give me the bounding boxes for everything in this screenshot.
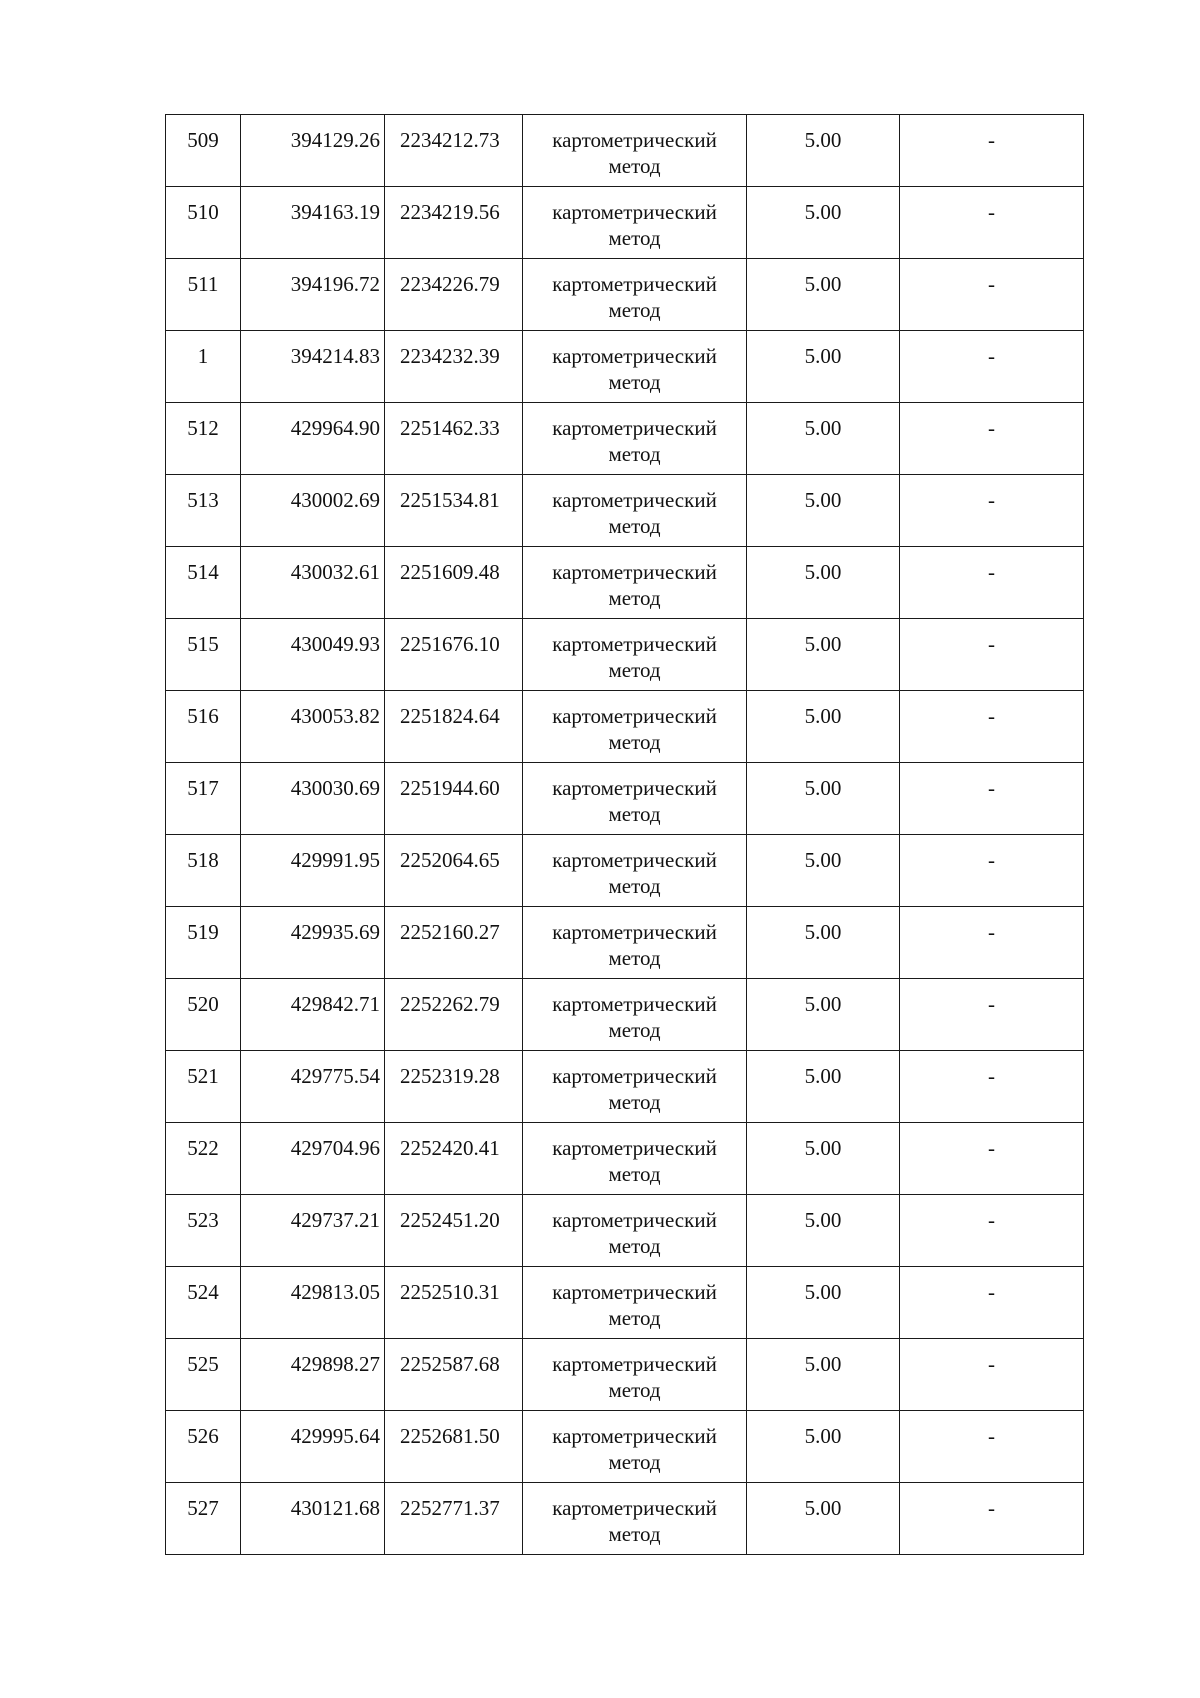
x-coordinate-cell: [241, 1267, 385, 1339]
method-line-1: картометрический: [552, 632, 717, 656]
x-coordinate-cell: [241, 187, 385, 259]
description-cell: [900, 1339, 1084, 1411]
accuracy-cell: [747, 115, 900, 187]
method-line-2: метод: [608, 1234, 661, 1258]
description-value: -: [988, 344, 995, 368]
accuracy-cell: [747, 331, 900, 403]
method-line-1: картометрический: [552, 992, 717, 1016]
y-coordinate-cell: [385, 619, 523, 691]
description-value: -: [988, 632, 995, 656]
y-coordinate-cell: [385, 331, 523, 403]
method-line-2: метод: [608, 1450, 661, 1474]
description-value: -: [988, 1136, 995, 1160]
description-value: -: [988, 560, 995, 584]
description-value: -: [988, 1496, 995, 1520]
method-line-2: метод: [608, 874, 661, 898]
description-value: -: [988, 200, 995, 224]
method-line-2: метод: [608, 1090, 661, 1114]
y-coordinate-cell: [385, 403, 523, 475]
accuracy-value: 5.00: [804, 704, 842, 728]
point-number-cell: [166, 1483, 241, 1555]
y-coordinate: 2252510.31: [400, 1280, 500, 1304]
description-cell: [900, 691, 1084, 763]
description-cell: [900, 259, 1084, 331]
accuracy-cell: [747, 763, 900, 835]
method-cell: [523, 763, 747, 835]
y-coordinate: 2251534.81: [400, 488, 500, 512]
accuracy-cell: [747, 1339, 900, 1411]
method-line-1: картометрический: [552, 344, 717, 368]
y-coordinate-cell: [385, 835, 523, 907]
method-cell: [523, 619, 747, 691]
accuracy-value: 5.00: [804, 992, 842, 1016]
point-number: 523: [187, 1208, 219, 1232]
table-row: [166, 259, 1084, 331]
description-cell: [900, 1411, 1084, 1483]
y-coordinate-cell: [385, 187, 523, 259]
accuracy-value: 5.00: [804, 1208, 842, 1232]
y-coordinate: 2251944.60: [400, 776, 500, 800]
accuracy-cell: [747, 1051, 900, 1123]
description-cell: [900, 115, 1084, 187]
description-value: -: [988, 272, 995, 296]
method-cell: [523, 691, 747, 763]
point-number: 521: [187, 1064, 219, 1088]
method-line-1: картометрический: [552, 1136, 717, 1160]
accuracy-value: 5.00: [804, 776, 842, 800]
method-line-1: картометрический: [552, 128, 717, 152]
x-coordinate: 394129.26: [290, 128, 380, 152]
y-coordinate-cell: [385, 547, 523, 619]
point-number-cell: [166, 403, 241, 475]
description-value: -: [988, 1424, 995, 1448]
table-row: [166, 1051, 1084, 1123]
method-cell: [523, 979, 747, 1051]
y-coordinate-cell: [385, 475, 523, 547]
y-coordinate: 2234226.79: [400, 272, 500, 296]
method-cell: [523, 1339, 747, 1411]
point-number-cell: [166, 331, 241, 403]
y-coordinate-cell: [385, 259, 523, 331]
y-coordinate-cell: [385, 763, 523, 835]
x-coordinate-cell: [241, 259, 385, 331]
method-line-2: метод: [608, 946, 661, 970]
method-line-2: метод: [608, 586, 661, 610]
x-coordinate-cell: [241, 1051, 385, 1123]
y-coordinate: 2251462.33: [400, 416, 500, 440]
accuracy-value: 5.00: [804, 416, 842, 440]
method-line-2: метод: [608, 298, 661, 322]
accuracy-cell: [747, 1267, 900, 1339]
accuracy-cell: [747, 259, 900, 331]
point-number-cell: [166, 547, 241, 619]
method-line-2: метод: [608, 1522, 661, 1546]
y-coordinate: 2252262.79: [400, 992, 500, 1016]
description-value: -: [988, 1352, 995, 1376]
y-coordinate: 2252771.37: [400, 1496, 500, 1520]
table-row: [166, 1339, 1084, 1411]
y-coordinate: 2252160.27: [400, 920, 500, 944]
table-row: [166, 547, 1084, 619]
method-line-2: метод: [608, 442, 661, 466]
method-line-1: картометрический: [552, 1496, 717, 1520]
x-coordinate-cell: [241, 1123, 385, 1195]
accuracy-cell: [747, 187, 900, 259]
point-number: 522: [187, 1136, 219, 1160]
method-cell: [523, 1411, 747, 1483]
point-number: 519: [187, 920, 219, 944]
x-coordinate-cell: [241, 763, 385, 835]
y-coordinate: 2251824.64: [400, 704, 500, 728]
table-body: [166, 115, 1084, 1555]
x-coordinate-cell: [241, 979, 385, 1051]
table-row: [166, 475, 1084, 547]
description-cell: [900, 475, 1084, 547]
method-line-1: картометрический: [552, 776, 717, 800]
point-number-cell: [166, 259, 241, 331]
description-value: -: [988, 920, 995, 944]
accuracy-value: 5.00: [804, 1424, 842, 1448]
point-number-cell: [166, 907, 241, 979]
method-cell: [523, 403, 747, 475]
method-cell: [523, 115, 747, 187]
x-coordinate: 429964.90: [290, 416, 380, 440]
point-number-cell: [166, 1411, 241, 1483]
accuracy-value: 5.00: [804, 632, 842, 656]
accuracy-value: 5.00: [804, 920, 842, 944]
y-coordinate-cell: [385, 907, 523, 979]
point-number-cell: [166, 763, 241, 835]
point-number: 510: [187, 200, 219, 224]
accuracy-value: 5.00: [804, 1280, 842, 1304]
method-line-1: картометрический: [552, 272, 717, 296]
point-number: 520: [187, 992, 219, 1016]
method-line-2: метод: [608, 370, 661, 394]
description-cell: [900, 1267, 1084, 1339]
method-line-1: картометрический: [552, 1208, 717, 1232]
y-coordinate-cell: [385, 1123, 523, 1195]
table-row: [166, 1411, 1084, 1483]
accuracy-cell: [747, 979, 900, 1051]
method-line-1: картометрический: [552, 560, 717, 584]
x-coordinate: 429935.69: [290, 920, 380, 944]
method-cell: [523, 475, 747, 547]
accuracy-value: 5.00: [804, 272, 842, 296]
accuracy-cell: [747, 1411, 900, 1483]
x-coordinate: 429775.54: [290, 1064, 380, 1088]
table-row: [166, 1123, 1084, 1195]
y-coordinate: 2252451.20: [400, 1208, 500, 1232]
point-number: 517: [187, 776, 219, 800]
description-value: -: [988, 1208, 995, 1232]
x-coordinate: 430030.69: [290, 776, 380, 800]
accuracy-value: 5.00: [804, 560, 842, 584]
x-coordinate-cell: [241, 1339, 385, 1411]
y-coordinate-cell: [385, 115, 523, 187]
description-value: -: [988, 1064, 995, 1088]
description-cell: [900, 907, 1084, 979]
method-line-1: картометрический: [552, 1280, 717, 1304]
method-line-2: метод: [608, 1018, 661, 1042]
method-line-1: картометрический: [552, 488, 717, 512]
accuracy-value: 5.00: [804, 1496, 842, 1520]
x-coordinate-cell: [241, 331, 385, 403]
accuracy-value: 5.00: [804, 848, 842, 872]
method-line-2: метод: [608, 1162, 661, 1186]
table-row: [166, 835, 1084, 907]
description-value: -: [988, 776, 995, 800]
y-coordinate: 2252319.28: [400, 1064, 500, 1088]
accuracy-value: 5.00: [804, 344, 842, 368]
y-coordinate-cell: [385, 691, 523, 763]
x-coordinate: 394196.72: [290, 272, 380, 296]
accuracy-cell: [747, 1483, 900, 1555]
point-number-cell: [166, 1195, 241, 1267]
method-line-2: метод: [608, 154, 661, 178]
y-coordinate: 2252064.65: [400, 848, 500, 872]
x-coordinate: 430049.93: [290, 632, 380, 656]
accuracy-value: 5.00: [804, 488, 842, 512]
y-coordinate: 2234219.56: [400, 200, 500, 224]
point-number: 511: [187, 272, 219, 296]
x-coordinate-cell: [241, 907, 385, 979]
point-number: 513: [187, 488, 219, 512]
x-coordinate: 394163.19: [290, 200, 380, 224]
description-value: -: [988, 992, 995, 1016]
description-value: -: [988, 488, 995, 512]
method-line-1: картометрический: [552, 1352, 717, 1376]
accuracy-cell: [747, 403, 900, 475]
method-cell: [523, 1267, 747, 1339]
description-cell: [900, 619, 1084, 691]
description-cell: [900, 1123, 1084, 1195]
description-cell: [900, 187, 1084, 259]
point-number-cell: [166, 115, 241, 187]
description-cell: [900, 403, 1084, 475]
description-cell: [900, 547, 1084, 619]
x-coordinate-cell: [241, 1411, 385, 1483]
method-line-2: метод: [608, 514, 661, 538]
accuracy-cell: [747, 1123, 900, 1195]
point-number-cell: [166, 187, 241, 259]
accuracy-cell: [747, 475, 900, 547]
accuracy-cell: [747, 835, 900, 907]
x-coordinate: 429704.96: [290, 1136, 380, 1160]
method-line-1: картометрический: [552, 1064, 717, 1088]
table-row: [166, 403, 1084, 475]
y-coordinate: 2252681.50: [400, 1424, 500, 1448]
y-coordinate: 2234212.73: [400, 128, 500, 152]
accuracy-cell: [747, 907, 900, 979]
description-cell: [900, 1051, 1084, 1123]
x-coordinate: 429842.71: [290, 992, 380, 1016]
accuracy-value: 5.00: [804, 200, 842, 224]
point-number-cell: [166, 691, 241, 763]
method-cell: [523, 547, 747, 619]
point-number-cell: [166, 475, 241, 547]
y-coordinate-cell: [385, 1411, 523, 1483]
point-number: 526: [187, 1424, 219, 1448]
method-line-1: картометрический: [552, 704, 717, 728]
y-coordinate: 2252587.68: [400, 1352, 500, 1376]
x-coordinate: 429898.27: [290, 1352, 380, 1376]
method-line-1: картометрический: [552, 920, 717, 944]
y-coordinate: 2252420.41: [400, 1136, 500, 1160]
x-coordinate-cell: [241, 1195, 385, 1267]
point-number: 516: [187, 704, 219, 728]
x-coordinate-cell: [241, 547, 385, 619]
table-row: [166, 691, 1084, 763]
x-coordinate-cell: [241, 619, 385, 691]
method-line-2: метод: [608, 802, 661, 826]
description-value: -: [988, 128, 995, 152]
point-number-cell: [166, 1267, 241, 1339]
description-value: -: [988, 704, 995, 728]
accuracy-cell: [747, 691, 900, 763]
x-coordinate-cell: [241, 475, 385, 547]
x-coordinate-cell: [241, 835, 385, 907]
method-line-2: метод: [608, 1306, 661, 1330]
method-line-2: метод: [608, 730, 661, 754]
description-value: -: [988, 416, 995, 440]
table-row: [166, 187, 1084, 259]
x-coordinate: 429737.21: [290, 1208, 380, 1232]
method-cell: [523, 1051, 747, 1123]
table-row: [166, 115, 1084, 187]
table-row: [166, 979, 1084, 1051]
table-row: [166, 1267, 1084, 1339]
method-line-2: метод: [608, 226, 661, 250]
method-cell: [523, 1123, 747, 1195]
accuracy-value: 5.00: [804, 128, 842, 152]
x-coordinate-cell: [241, 1483, 385, 1555]
point-number: 509: [187, 128, 219, 152]
method-line-2: метод: [608, 1378, 661, 1402]
point-number-cell: [166, 619, 241, 691]
method-line-1: картометрический: [552, 416, 717, 440]
description-cell: [900, 763, 1084, 835]
y-coordinate-cell: [385, 1483, 523, 1555]
description-cell: [900, 979, 1084, 1051]
table-row: [166, 1195, 1084, 1267]
point-number: 527: [187, 1496, 219, 1520]
method-cell: [523, 835, 747, 907]
method-cell: [523, 331, 747, 403]
point-number: 512: [187, 416, 219, 440]
point-number: 1: [197, 344, 209, 368]
table-row: [166, 619, 1084, 691]
point-number: 514: [187, 560, 219, 584]
method-line-2: метод: [608, 658, 661, 682]
method-line-1: картометрический: [552, 1424, 717, 1448]
x-coordinate: 430002.69: [290, 488, 380, 512]
x-coordinate: 430121.68: [290, 1496, 380, 1520]
description-cell: [900, 331, 1084, 403]
table-row: [166, 907, 1084, 979]
point-number-cell: [166, 1051, 241, 1123]
x-coordinate: 430053.82: [290, 704, 380, 728]
description-cell: [900, 1483, 1084, 1555]
method-cell: [523, 259, 747, 331]
method-cell: [523, 187, 747, 259]
accuracy-cell: [747, 619, 900, 691]
accuracy-value: 5.00: [804, 1064, 842, 1088]
x-coordinate: 429991.95: [290, 848, 380, 872]
method-line-1: картометрический: [552, 848, 717, 872]
x-coordinate-cell: [241, 403, 385, 475]
y-coordinate: 2251609.48: [400, 560, 500, 584]
point-number-cell: [166, 1123, 241, 1195]
y-coordinate: 2251676.10: [400, 632, 500, 656]
x-coordinate: 429995.64: [290, 1424, 380, 1448]
point-number-cell: [166, 1339, 241, 1411]
method-cell: [523, 1483, 747, 1555]
x-coordinate-cell: [241, 115, 385, 187]
point-number-cell: [166, 835, 241, 907]
table-row: [166, 763, 1084, 835]
accuracy-value: 5.00: [804, 1352, 842, 1376]
x-coordinate: 394214.83: [290, 344, 380, 368]
y-coordinate-cell: [385, 1267, 523, 1339]
accuracy-cell: [747, 547, 900, 619]
table-row: [166, 1483, 1084, 1555]
description-value: -: [988, 1280, 995, 1304]
point-number: 515: [187, 632, 219, 656]
accuracy-value: 5.00: [804, 1136, 842, 1160]
point-number: 524: [187, 1280, 219, 1304]
method-cell: [523, 1195, 747, 1267]
x-coordinate-cell: [241, 691, 385, 763]
y-coordinate: 2234232.39: [400, 344, 500, 368]
y-coordinate-cell: [385, 1339, 523, 1411]
y-coordinate-cell: [385, 1051, 523, 1123]
description-cell: [900, 1195, 1084, 1267]
x-coordinate: 429813.05: [290, 1280, 380, 1304]
point-number: 518: [187, 848, 219, 872]
point-number-cell: [166, 979, 241, 1051]
table-row: [166, 331, 1084, 403]
method-line-1: картометрический: [552, 200, 717, 224]
coordinates-table: [165, 114, 1084, 1555]
point-number: 525: [187, 1352, 219, 1376]
accuracy-cell: [747, 1195, 900, 1267]
description-cell: [900, 835, 1084, 907]
y-coordinate-cell: [385, 979, 523, 1051]
description-value: -: [988, 848, 995, 872]
y-coordinate-cell: [385, 1195, 523, 1267]
method-cell: [523, 907, 747, 979]
x-coordinate: 430032.61: [290, 560, 380, 584]
